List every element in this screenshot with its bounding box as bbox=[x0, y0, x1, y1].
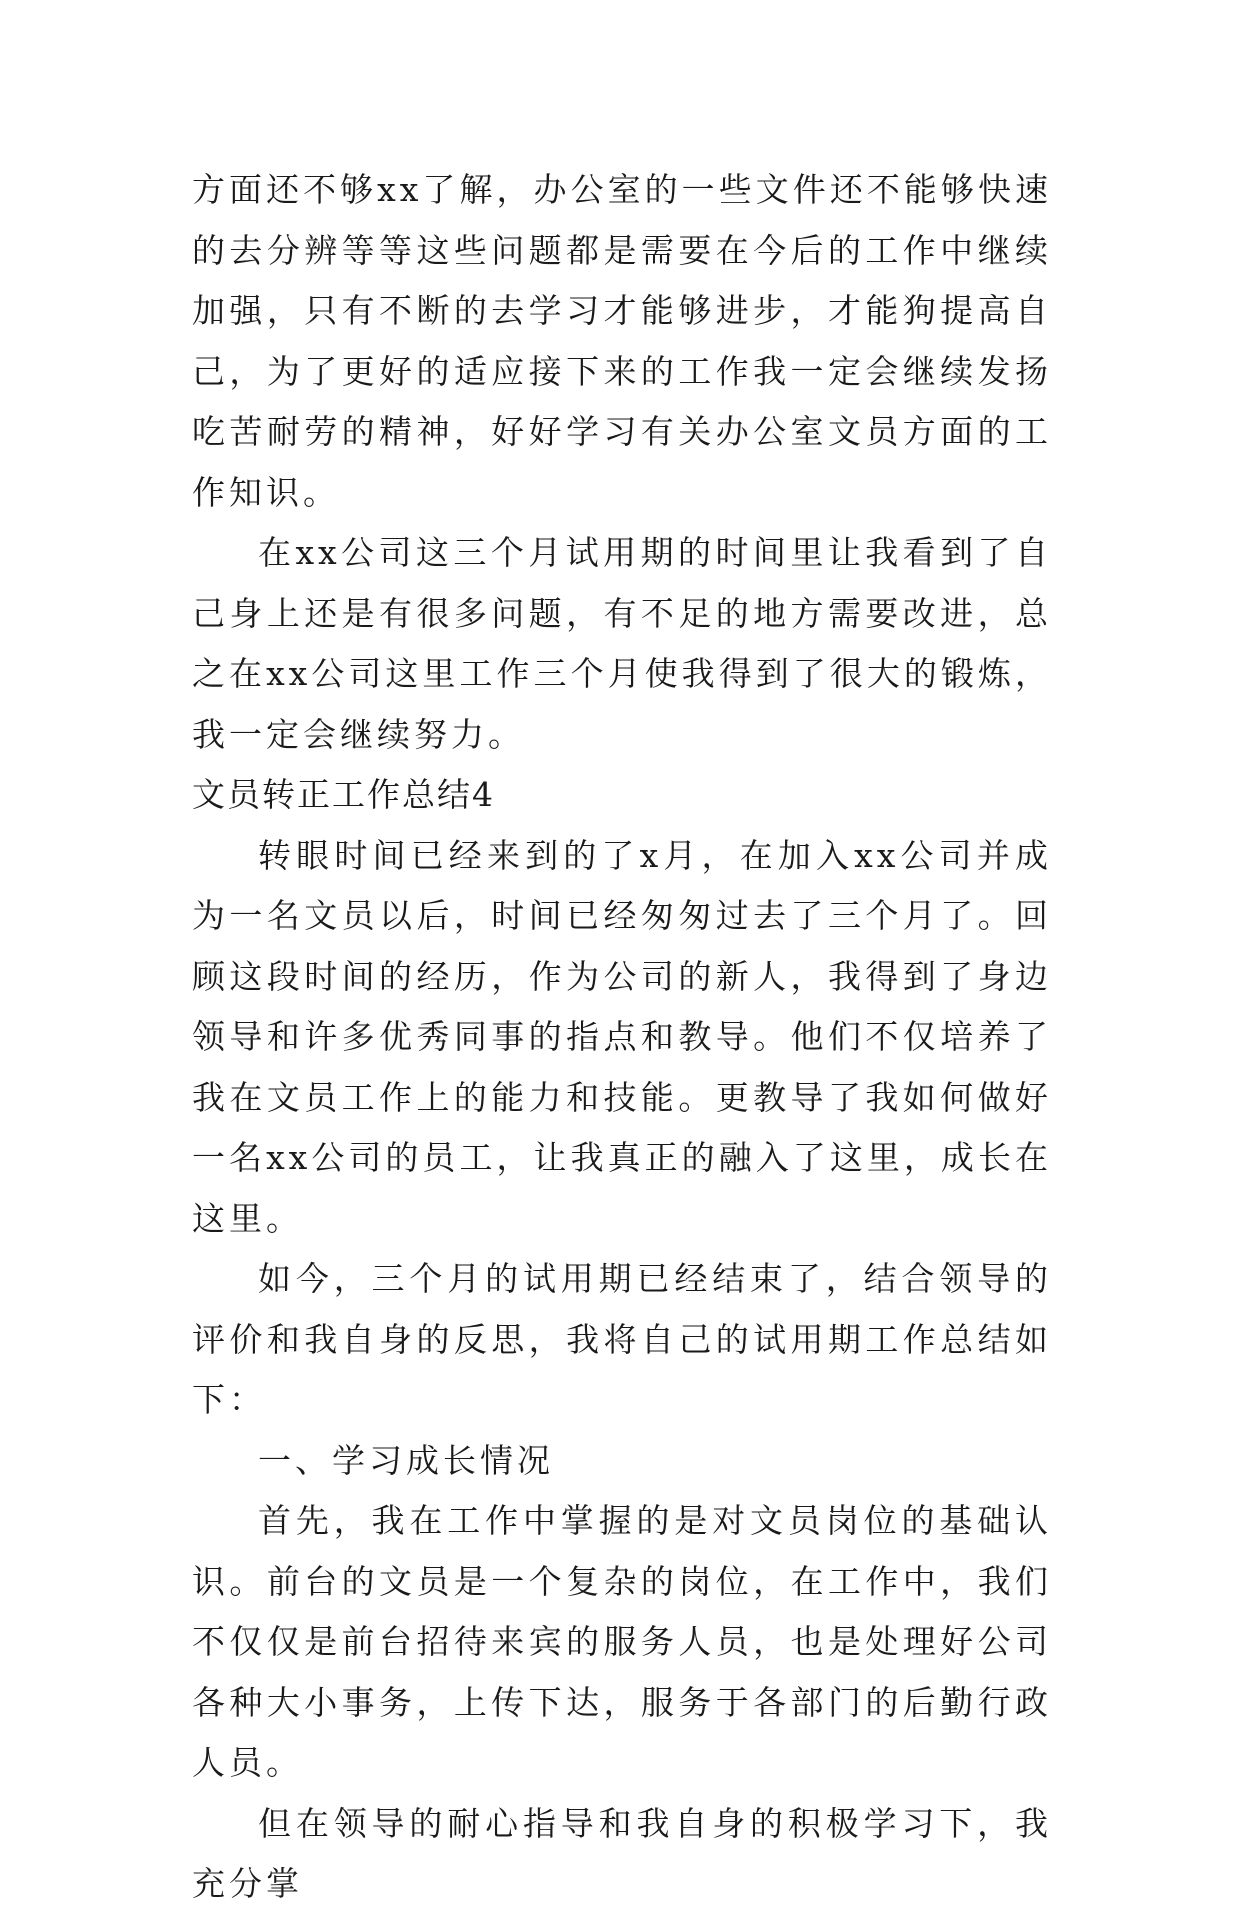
body-paragraph: 首先，我在工作中掌握的是对文员岗位的基础认识。前台的文员是一个复杂的岗位，在工作中，我们不仅仅是前台招待来宾的服务人员，也是处理好公司各种大小事务，上传下达，服务于各部门的后勤行政人员。 bbox=[192, 1501, 1052, 1782]
body-paragraph: 在xx公司这三个月试用期的时间里让我看到了自己身上还是有很多问题，有不足的地方需要改进，总之在xx公司这里工作三个月使我得到了很大的锻炼，我一定会继续努力。 bbox=[192, 533, 1052, 754]
section-heading: 文员转正工作总结4 bbox=[192, 775, 495, 814]
body-paragraph: 转眼时间已经来到的了x月，在加入xx公司并成为一名文员以后，时间已经匆匆过去了三个月了。回顾这段时间的经历，作为公司的新人，我得到了身边领导和许多优秀同事的指点和教导。他们不仅培养了我在文员工作上的能力和技能。更教导了我如何做好一名xx公司的员工，让我真正的融入了这里，成长在这里。 bbox=[192, 835, 1052, 1238]
document-body bbox=[192, 160, 1052, 1915]
body-paragraph: 方面还不够xx了解，办公室的一些文件还不能够快速的去分辨等等这些问题都是需要在今后的工作中继续加强，只有不断的去学习才能够进步，才能狗提高自己，为了更好的适应接下来的工作我一定会继续发扬吃苦耐劳的精神，好好学习有关办公室文员方面的工作知识。 bbox=[192, 170, 1052, 512]
body-paragraph: 如今，三个月的试用期已经结束了，结合领导的评价和我自身的反思，我将自己的试用期工作总结如下： bbox=[192, 1259, 1052, 1419]
subsection-heading: 一、学习成长情况 bbox=[258, 1440, 554, 1480]
body-paragraph: 但在领导的耐心指导和我自身的积极学习下，我充分掌 bbox=[192, 1803, 1052, 1903]
